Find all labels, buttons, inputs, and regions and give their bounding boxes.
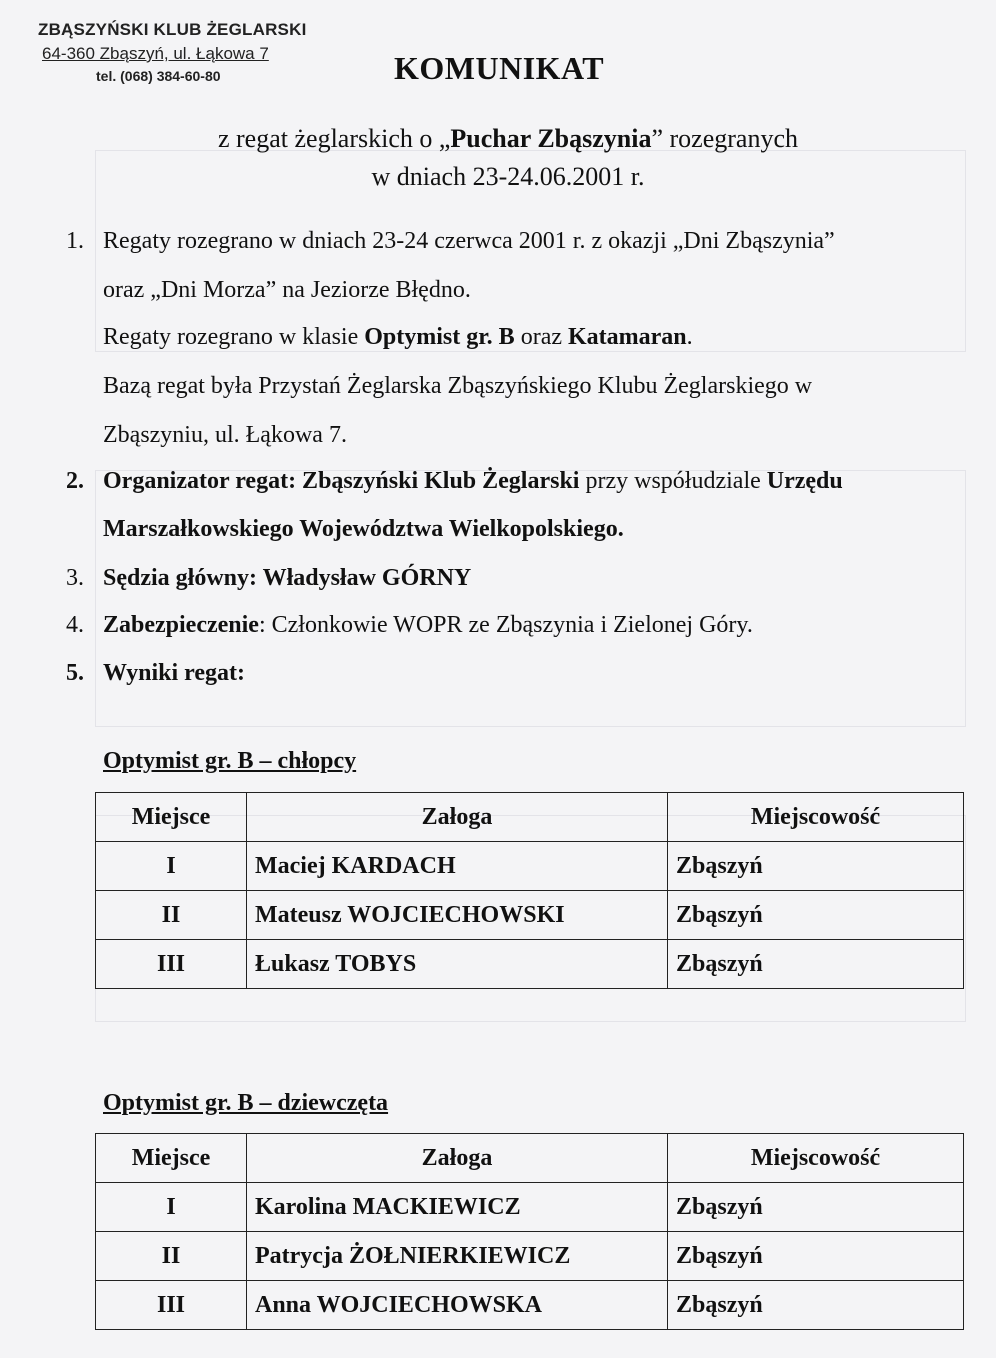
subtitle-cup-name: Puchar Zbąszynia bbox=[450, 124, 652, 153]
table-row bbox=[96, 940, 964, 989]
results-table-boys bbox=[95, 792, 964, 989]
cell-place: II bbox=[96, 1232, 247, 1281]
club-stamp bbox=[38, 20, 328, 84]
cell-crew: Maciej KARDACH bbox=[247, 842, 668, 891]
cell-place: I bbox=[96, 1183, 247, 1232]
cell-town: Zbąszyń bbox=[668, 940, 964, 989]
header-crew: Załoga bbox=[247, 793, 668, 842]
header-crew: Załoga bbox=[247, 1134, 668, 1183]
cell-place: III bbox=[96, 1281, 247, 1330]
item-1-line-4: Bazą regat była Przystań Żeglarska Zbąszyńskiego Klubu Żeglarskiego w bbox=[103, 373, 813, 399]
item-2-office: Urzędu bbox=[766, 468, 843, 494]
item-2-mid: przy współudziale bbox=[579, 468, 767, 494]
table-header-row bbox=[96, 1134, 964, 1183]
item-1-line-3-mid: oraz bbox=[514, 324, 568, 350]
cell-town: Zbąszyń bbox=[668, 1183, 964, 1232]
item-1-line-3-pre: Regaty rozegrano w klasie bbox=[103, 324, 365, 350]
cell-crew: Anna WOJCIECHOWSKA bbox=[247, 1281, 668, 1330]
section-heading-boys: Optymist gr. B – chłopcy bbox=[103, 748, 357, 774]
item-1-line-3-post: . bbox=[686, 324, 693, 350]
item-3-number: 3. bbox=[66, 565, 84, 591]
cell-town: Zbąszyń bbox=[668, 1232, 964, 1281]
cell-town: Zbąszyń bbox=[668, 842, 964, 891]
item-4-security bbox=[103, 612, 753, 639]
results-table-girls bbox=[95, 1133, 964, 1330]
table-row bbox=[96, 1183, 964, 1232]
cell-place: II bbox=[96, 891, 247, 940]
cell-place: III bbox=[96, 940, 247, 989]
table-row bbox=[96, 842, 964, 891]
table-header-row bbox=[96, 793, 964, 842]
item-2-number: 2. bbox=[66, 468, 84, 494]
class-katamaran: Katamaran bbox=[568, 324, 687, 350]
item-5-number: 5. bbox=[66, 660, 84, 686]
header-place: Miejsce bbox=[96, 793, 247, 842]
item-2-line-2: Marszałkowskiego Województwa Wielkopolskiego. bbox=[103, 516, 624, 542]
class-optymist: Optymist gr. B bbox=[364, 324, 515, 350]
item-3-judge: Sędzia główny: Władysław GÓRNY bbox=[103, 565, 472, 591]
table-row bbox=[96, 891, 964, 940]
item-1-line-3 bbox=[103, 324, 693, 351]
cell-place: I bbox=[96, 842, 247, 891]
header-town: Miejscowość bbox=[668, 793, 964, 842]
header-town: Miejscowość bbox=[668, 1134, 964, 1183]
item-1-line-1: Regaty rozegrano w dniach 23-24 czerwca 2001 r. z okazji „Dni Zbąszynia” bbox=[103, 228, 835, 254]
header-place: Miejsce bbox=[96, 1134, 247, 1183]
cell-crew: Łukasz TOBYS bbox=[247, 940, 668, 989]
item-2-line-1 bbox=[103, 468, 843, 495]
subtitle-pre: z regat żeglarskich o „ bbox=[217, 124, 451, 153]
item-4-rest: : Członkowie WOPR ze Zbąszynia i Zielonej Góry. bbox=[258, 612, 753, 638]
section-heading-girls: Optymist gr. B – dziewczęta bbox=[103, 1090, 389, 1116]
item-1-line-2: oraz „Dni Morza” na Jeziorze Błędno. bbox=[103, 277, 471, 303]
item-4-number: 4. bbox=[66, 612, 84, 638]
item-1-line-5: Zbąszyniu, ul. Łąkowa 7. bbox=[103, 422, 347, 448]
table-row bbox=[96, 1232, 964, 1281]
cell-town: Zbąszyń bbox=[668, 1281, 964, 1330]
item-1-number: 1. bbox=[66, 228, 84, 254]
cell-crew: Karolina MACKIEWICZ bbox=[247, 1183, 668, 1232]
cell-town: Zbąszyń bbox=[668, 891, 964, 940]
subtitle-line-1 bbox=[0, 122, 996, 156]
stamp-address: 64-360 Zbąszyń, ul. Łąkowa 7 bbox=[42, 44, 269, 63]
cell-crew: Mateusz WOJCIECHOWSKI bbox=[247, 891, 668, 940]
item-5-results-heading: Wyniki regat: bbox=[103, 660, 245, 686]
cell-crew: Patrycja ŻOŁNIERKIEWICZ bbox=[247, 1232, 668, 1281]
stamp-phone: tel. (068) 384-60-80 bbox=[96, 68, 221, 84]
item-4-label: Zabezpieczenie bbox=[103, 612, 259, 638]
document-title: KOMUNIKAT bbox=[394, 50, 605, 86]
subtitle-line-2: w dniach 23-24.06.2001 r. bbox=[371, 162, 645, 191]
table-row bbox=[96, 1281, 964, 1330]
stamp-club-name: ZBĄSZYŃSKI KLUB ŻEGLARSKI bbox=[38, 20, 307, 39]
subtitle-post: ” rozegranych bbox=[651, 124, 799, 153]
item-2-organizer: Organizator regat: Zbąszyński Klub Żeglarski bbox=[103, 468, 580, 494]
